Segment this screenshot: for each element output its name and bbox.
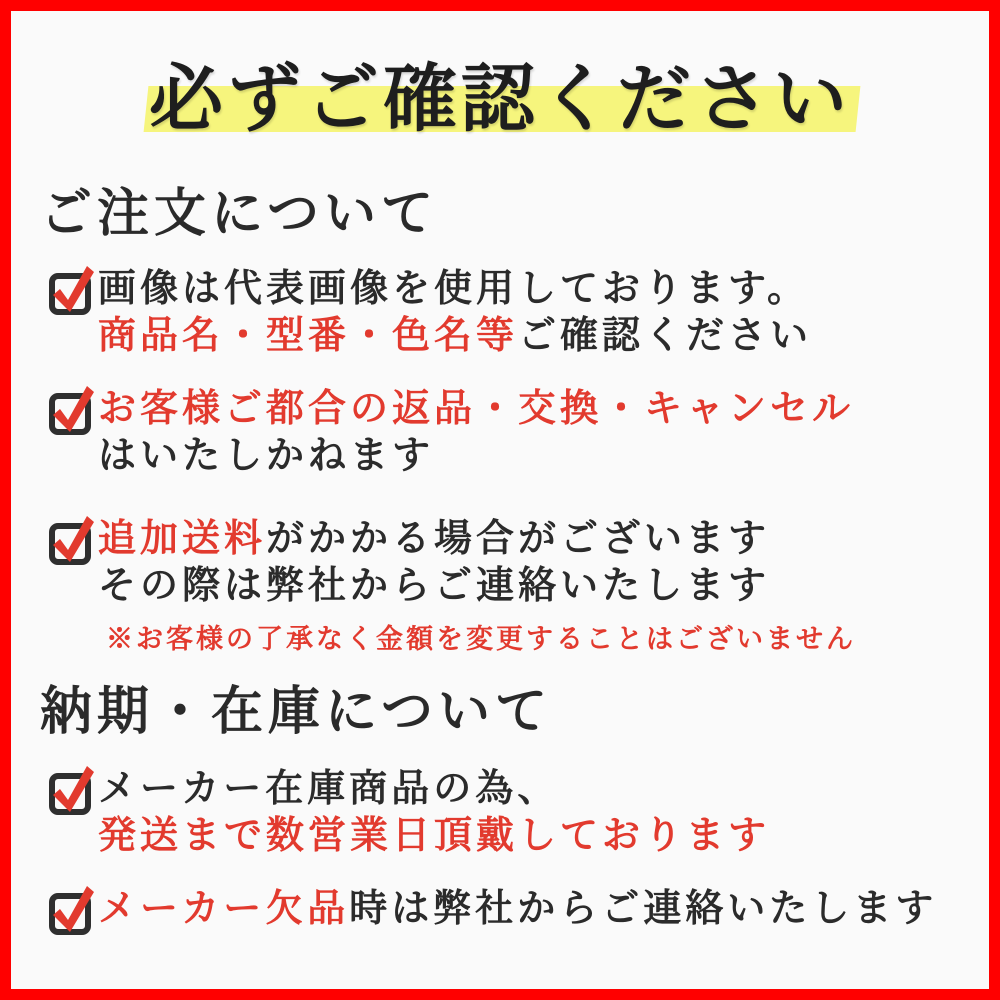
item-text-emphasis: お客様ご都合の返品・交換・キャンセル	[98, 388, 855, 430]
checkbox-check-icon	[48, 512, 94, 566]
item-text-block	[98, 766, 770, 860]
list-item-maker-shortage	[48, 886, 970, 936]
item-line	[98, 266, 812, 313]
item-line	[98, 766, 770, 813]
page-title: 必ずご確認ください	[149, 59, 851, 141]
item-text: がかかる場合がございます	[266, 518, 771, 560]
item-line	[98, 386, 854, 433]
item-line	[98, 313, 812, 360]
item-line	[98, 813, 770, 860]
item-text-emphasis: 商品名・型番・色名等	[98, 315, 519, 357]
item-text-emphasis: 追加送料	[98, 518, 267, 560]
item-text: はいたしかねます	[98, 435, 435, 477]
section-heading-order: ご注文について	[40, 186, 438, 243]
item-text-block	[98, 886, 937, 933]
item-line	[98, 563, 856, 610]
checkbox-check-icon	[48, 762, 94, 816]
list-item-returns	[48, 386, 970, 480]
item-text-block	[98, 266, 812, 360]
item-text-block	[98, 516, 856, 658]
item-line	[98, 433, 854, 480]
item-text: 画像は代表画像を使用しております。	[98, 268, 809, 310]
list-item-extra-shipping	[48, 516, 970, 658]
item-text: 時は弊社からご連絡いたします	[349, 888, 938, 930]
item-text: その際は弊社からご連絡いたします	[98, 565, 771, 607]
checkbox-check-icon	[48, 382, 94, 436]
item-line	[98, 886, 937, 933]
section-heading-stock: 納期・在庫について	[40, 684, 552, 741]
checkbox-check-icon	[48, 262, 94, 316]
list-item-representative-image	[48, 266, 970, 360]
item-text-emphasis: 発送まで数営業日頂戴しております	[98, 815, 771, 857]
item-text-emphasis: メーカー欠品	[98, 888, 350, 930]
item-text: ご確認ください	[518, 315, 813, 357]
item-text: メーカー在庫商品の為、	[98, 768, 560, 810]
item-text-block	[98, 386, 854, 480]
checkbox-check-icon	[48, 882, 94, 936]
item-footnote: ※お客様の了承なく金額を変更することはございません	[106, 624, 856, 654]
list-item-maker-stock	[48, 766, 970, 860]
item-line	[98, 516, 856, 563]
